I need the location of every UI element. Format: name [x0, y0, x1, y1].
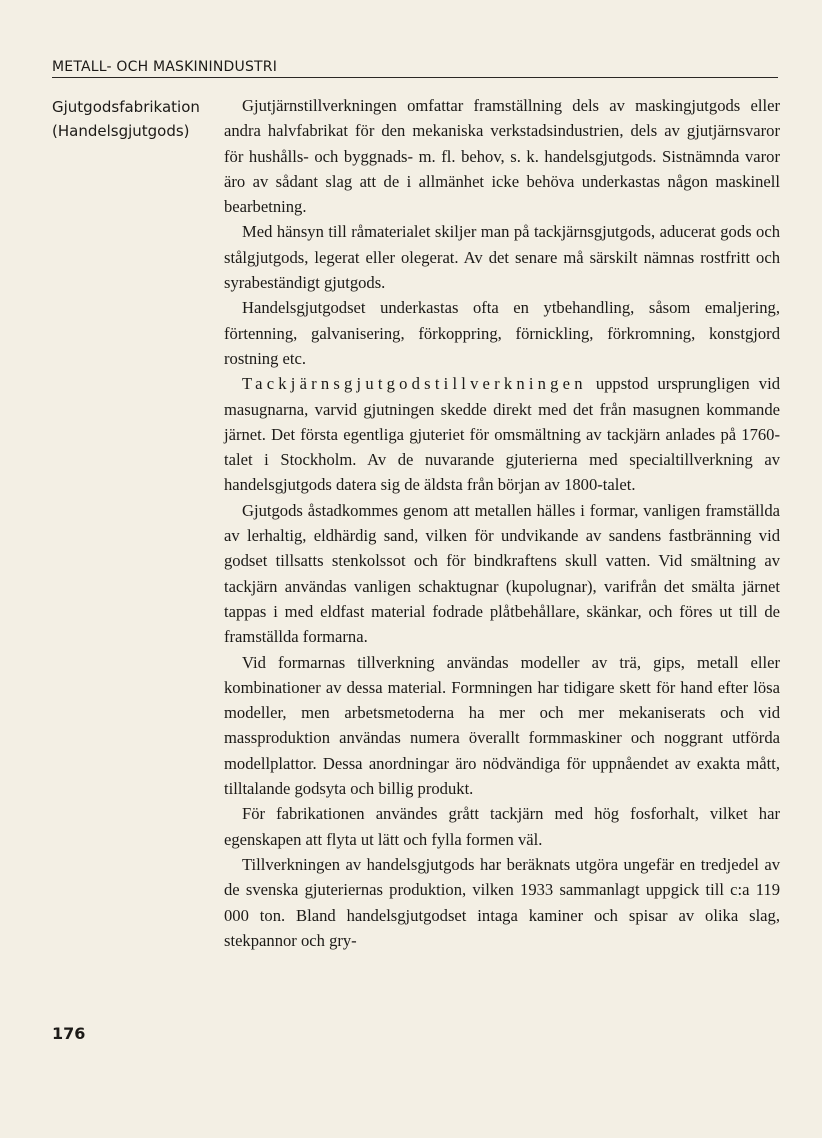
header-title: METALL- OCH MASKININDUSTRI [52, 59, 278, 75]
page-number: 176 [52, 1024, 86, 1043]
spaced-term: Tackjärnsgjutgodstillverkningen [242, 374, 587, 394]
paragraph-5: Gjutgods åstadkommes genom att metallen hälles i formar, vanligen framställda av lerhaltig, eldhärdig sand, vilken för undvikande av sandens fastbränning vid godset tillsatts stenkolssot och för bindkraftens skull vatten. Vid smältning av tackjärn användas vanligen schaktugnar (kupolugnar), varifrån det smälta järnet tappas i med eldfast material fodrade plåtbehållare, skänkar, och föres ut till de framställda formarna. [224, 500, 780, 647]
margin-heading [52, 95, 232, 143]
margin-heading-line-1: Gjutgodsfabrikation [52, 98, 200, 116]
paragraph-1: Gjutjärnstillverkningen omfattar framställning dels av maskingjutgods eller andra halvfabrikat för den mekaniska verkstadsindustrien, dels av gjutjärnsvaror för hushålls- och byggnads- m. fl. behov, s. k. handelsgjutgods. Sistnämnda varor äro av sådant slag att de i allmänhet icke behöva underkastas någon maskinell bearbetning. [224, 96, 780, 217]
paragraph-4 [224, 371, 780, 497]
paragraph-7: För fabrikationen användes grått tackjärn med hög fosforhalt, vilket har egenskapen att flyta ut lätt och fylla formen väl. [224, 804, 780, 849]
paragraph-8: Tillverkningen av handelsgjutgods har beräknats utgöra ungefär en tredjedel av de svenska gjuteriernas produktion, vilken 1933 sammanlagt uppgick till c:a 119 000 ton. Bland handelsgjutgodset intaga kaminer och spisar av olika slag, stekpannor och gry- [224, 854, 780, 950]
running-header [52, 58, 778, 78]
paragraph-4-text: uppstod ursprungligen vid masugnarna, varvid gjutningen skedde direkt med det från masugnen kommande järnet. Det första egentliga gjuteriet för omsmältning av tackjärn anlades på 1760-talet i Stockholm. Av de nuvarande gjuterierna med specialtillverkning av handelsgjutgods datera sig de äldsta från början av 1800-talet. [224, 374, 780, 495]
paragraph-2: Med hänsyn till råmaterialet skiljer man på tackjärnsgjutgods, aducerat gods och stålgjutgods, legerat eller olegerat. Av det senare må särskilt nämnas rostfritt och syrabeständigt gjutgods. [224, 222, 780, 293]
body-text [224, 93, 780, 953]
paragraph-6: Vid formarnas tillverkning användas modeller av trä, gips, metall eller kombinationer av dessa material. Formningen har tidigare skett för hand efter lösa modeller, men arbetsmetoderna ha mer och mer mekaniserats och vid massproduktion användas numera överallt formmaskiner och noggrant utförda modellplattor. Dessa anordningar äro nödvändiga för uppnåendet av exakta mått, tilltalande godsyta och billig produkt. [224, 652, 780, 799]
paragraph-3: Handelsgjutgodset underkastas ofta en ytbehandling, såsom emaljering, förtenning, galvanisering, förkoppring, förnickling, förkromning, konstgjord rostning etc. [224, 298, 780, 368]
margin-heading-line-2: (Handelsgjutgods) [52, 122, 190, 140]
